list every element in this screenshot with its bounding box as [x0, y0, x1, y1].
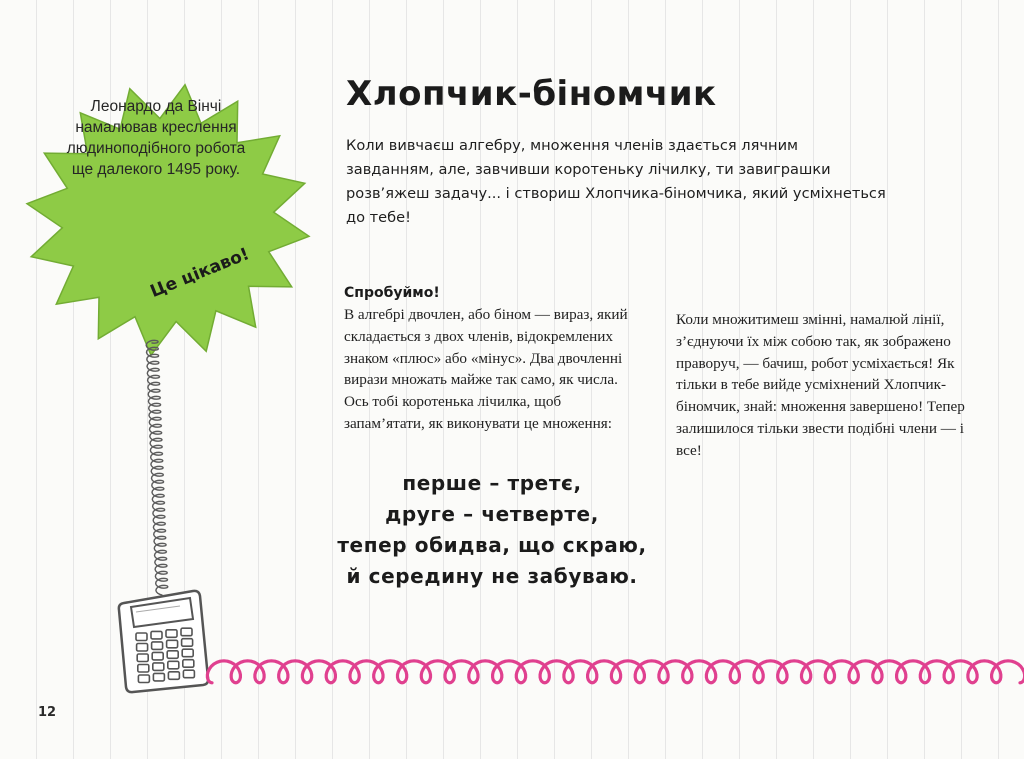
rhyme-line: перше – третє, [402, 471, 582, 495]
calculator-key [152, 652, 163, 660]
calculator-key [168, 672, 179, 680]
left-column [344, 283, 644, 435]
right-column-text: Коли множитимеш змінні, намалюй лінії, з’єднуючи їх між собою так, як зображено праворуч, — бачиш, робот усміхається! Як тільки в тебе вийде усміхнений Хлопчик-біномчик, знай: множення завершено! Тепер залишилося тільки звести подібні члени — і все! [676, 311, 965, 459]
section-heading: Спробуймо! [344, 285, 440, 301]
calculator-key [167, 640, 178, 648]
calculator-icon [119, 591, 208, 692]
calculator-key [138, 675, 149, 683]
left-column-text: В алгебрі двочлен, або біном — вираз, який складається з двох членів, відокремлених знаком «плюс» або «мінус». Два двочленні вирази множать майже так само, як числа. Ось тобі коротенька лічилка, щоб запам’ятати, як виконувати це множення: [344, 306, 628, 432]
fact-tag: Це цікаво! [147, 244, 253, 302]
pink-loop-line [207, 661, 1024, 683]
calculator-key [182, 639, 193, 647]
rhyme-line: друге – четверте, [385, 502, 599, 526]
rhyme-line: тепер обидва, що скраю, [337, 533, 647, 557]
page-title: Хлопчик-біномчик [346, 74, 717, 114]
calculator-key [183, 670, 194, 678]
calculator-key [138, 665, 149, 673]
fact-text: Леонардо да Вінчі намалював креслення людиноподібного робота ще далекого 1495 року. [66, 98, 246, 178]
calculator-key [167, 651, 178, 659]
calculator-key [181, 628, 192, 636]
calculator-key [182, 649, 193, 657]
calculator-key [137, 644, 148, 652]
spring-coil [146, 340, 168, 595]
rhyme-line: й середину не забуваю. [346, 564, 638, 588]
calculator-key [136, 633, 147, 641]
calculator-key [166, 630, 177, 638]
calculator-key [152, 642, 163, 650]
intro-paragraph: Коли вивчаєш алгебру, множення членів здається лячним завданням, але, завчивши коротеньку лічилку, ти завиграшки розв’яжеш задачу... і створиш Хлопчика-біномчика, який усміхнеться до тебе! [346, 137, 886, 226]
calculator-key [168, 661, 179, 669]
page-number: 12 [38, 705, 57, 720]
calculator-key [183, 660, 194, 668]
calculator-key [153, 673, 164, 681]
calculator-key [153, 663, 164, 671]
calculator-key [151, 631, 162, 639]
calculator-key [137, 654, 148, 662]
right-column [676, 309, 986, 462]
rhyme-block [320, 468, 664, 592]
